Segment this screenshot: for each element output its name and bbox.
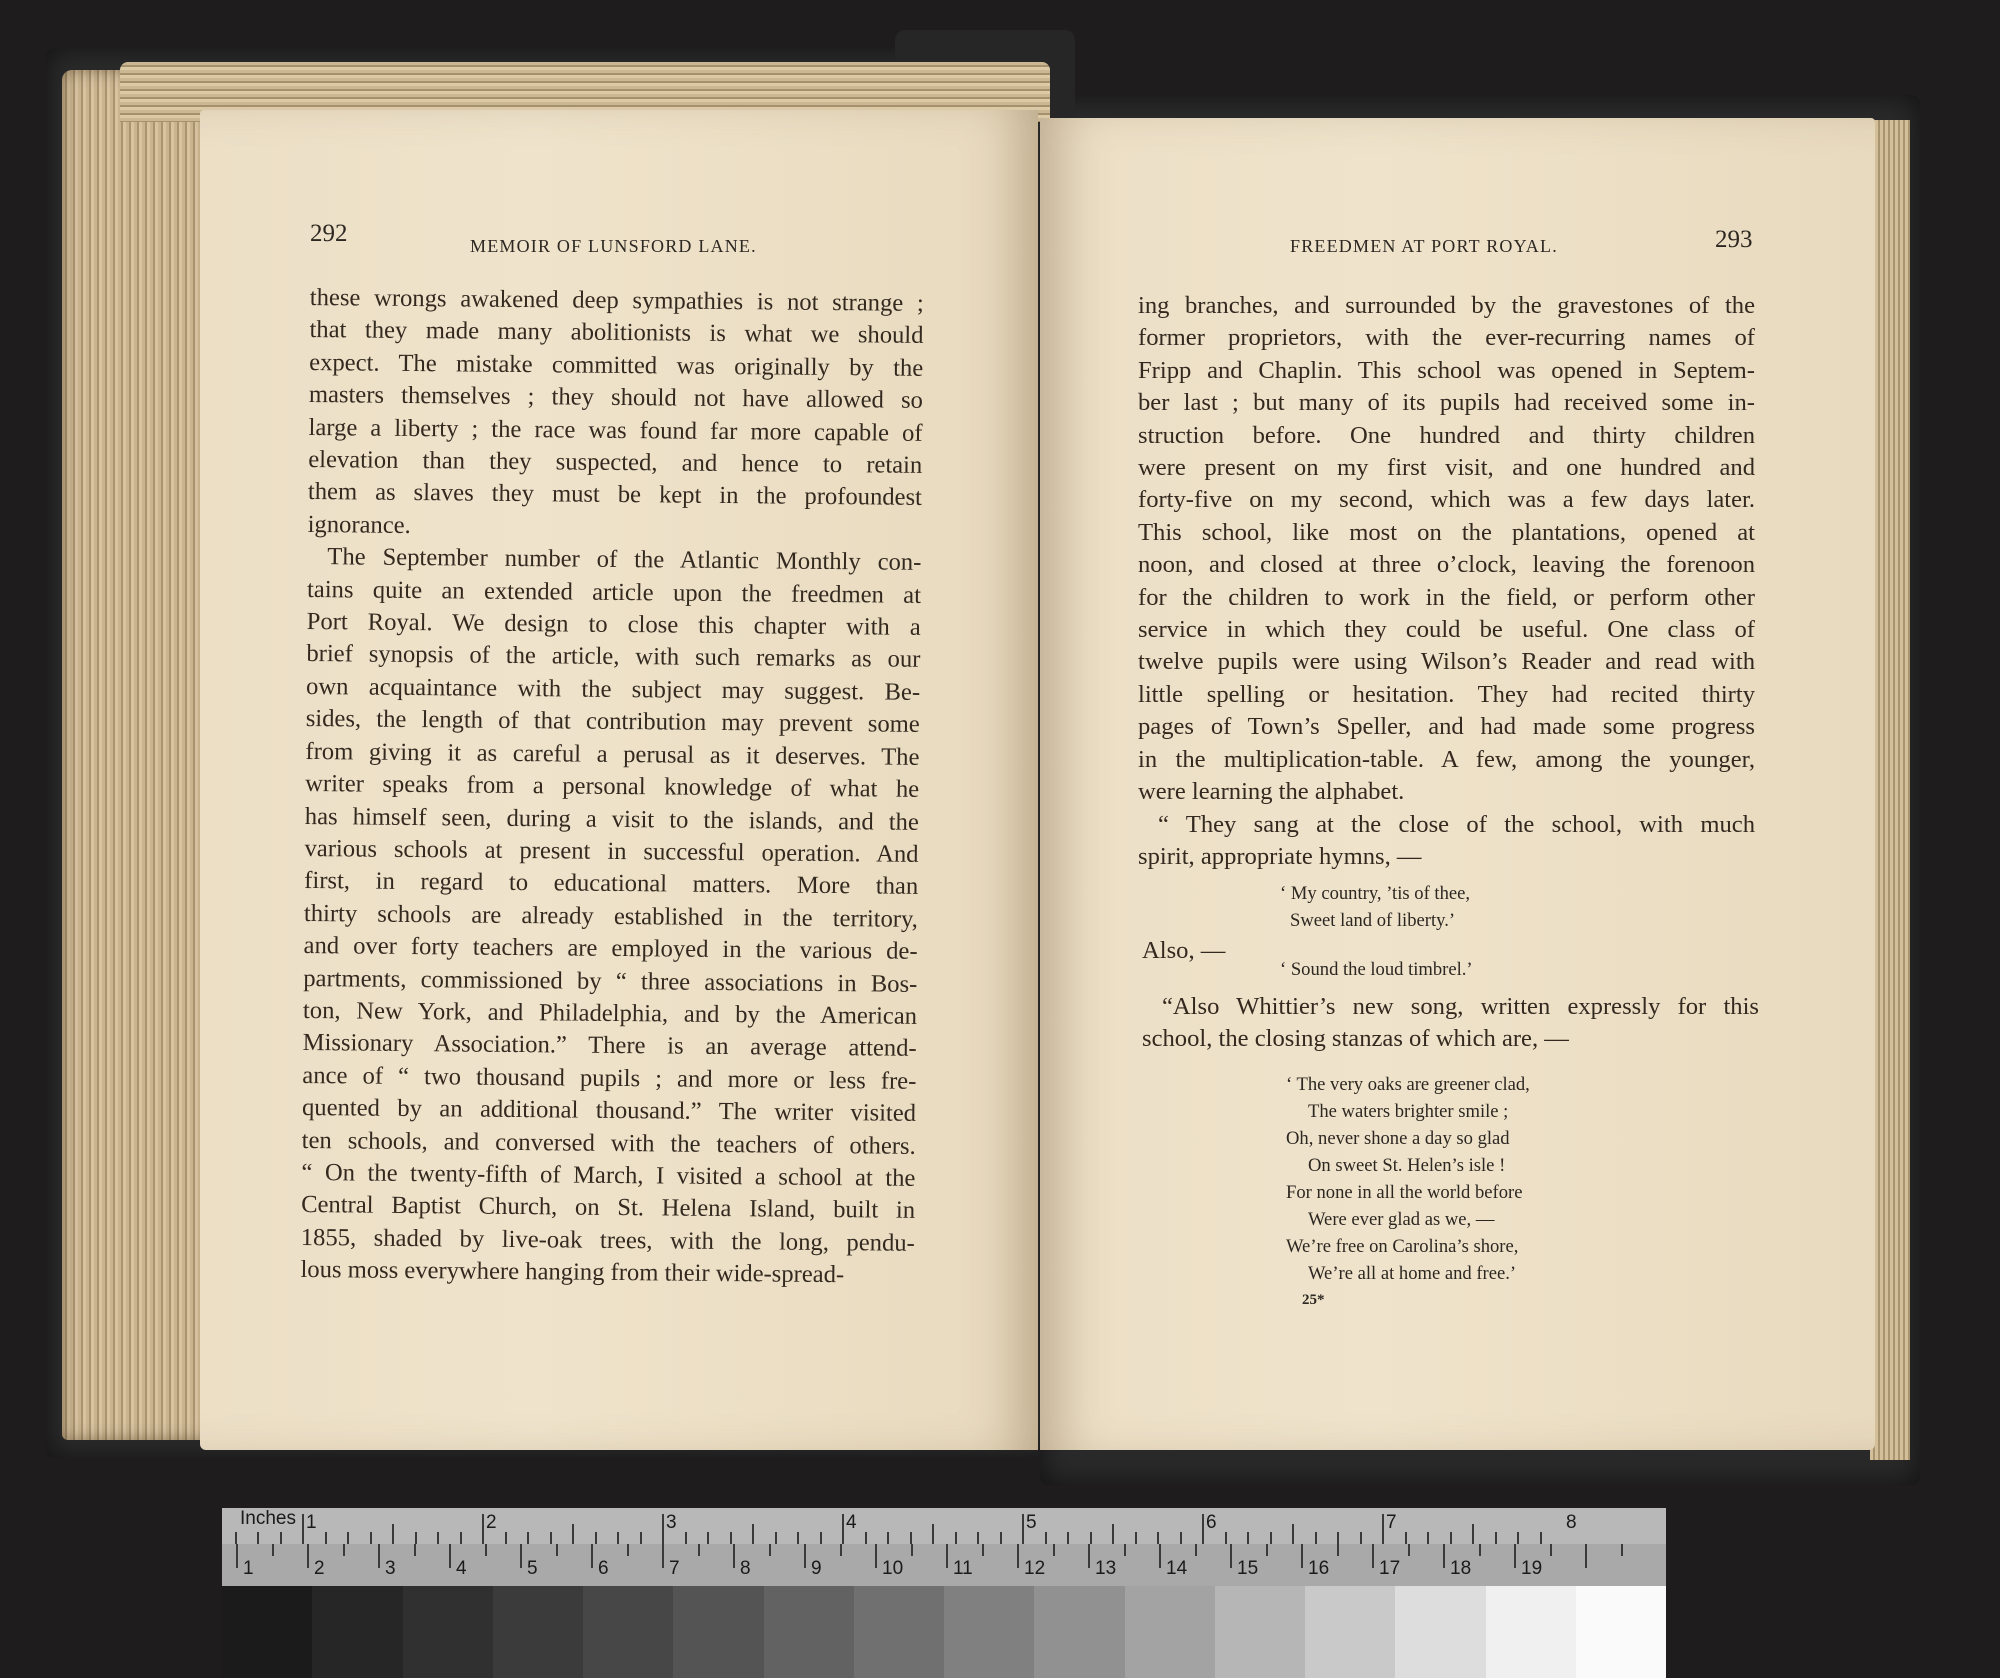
text-line: “ On the twenty-fifth of March, I visited a school at the <box>301 1158 916 1192</box>
ruler-tick <box>1266 1544 1268 1556</box>
ruler-cm-number: 1 <box>243 1558 254 1579</box>
ruler-tick <box>1517 1532 1519 1544</box>
ruler-inch-number: 2 <box>486 1512 497 1533</box>
verse-line: For none in all the world before <box>1286 1182 1523 1203</box>
ruler-tick <box>414 1544 416 1556</box>
ruler-cm-number: 8 <box>740 1558 751 1579</box>
text-line: noon, and closed at three o’clock, leaving the forenoon <box>1138 551 1755 579</box>
ruler-tick <box>982 1544 984 1556</box>
ruler-tick <box>1540 1532 1542 1544</box>
gray-patch <box>944 1586 1034 1678</box>
ruler-tick <box>1022 1514 1024 1544</box>
ruler-tick <box>1112 1524 1114 1544</box>
text-line: that they made many abolitionists is what we should <box>309 316 924 350</box>
ruler-tick <box>1443 1544 1445 1568</box>
ruler-tick <box>1337 1544 1339 1556</box>
text-line: Fripp and Chaplin. This school was opened in Septem- <box>1138 356 1755 384</box>
ruler-cm-number: 4 <box>456 1558 467 1579</box>
gray-patch <box>1305 1586 1395 1678</box>
ruler-tick <box>1159 1544 1161 1568</box>
ruler-tick <box>520 1544 522 1568</box>
ruler-tick <box>272 1544 274 1556</box>
ruler-tick <box>370 1532 372 1544</box>
ruler-tick <box>1124 1544 1126 1556</box>
text-line: 1855, shaded by live-oak trees, with the long, pendu- <box>300 1223 915 1257</box>
ruler-tick <box>1045 1532 1047 1544</box>
ruler-tick <box>640 1532 642 1544</box>
text-line: “Also Whittier’s new song, written expressly for this <box>1162 993 1759 1020</box>
ruler-tick <box>840 1544 842 1556</box>
ruler-tick <box>449 1544 451 1568</box>
ruler-inch-number: 1 <box>306 1512 317 1533</box>
verse-line: The waters brighter smile ; <box>1308 1101 1509 1122</box>
ruler-tick <box>556 1544 558 1556</box>
text-line: little spelling or hesitation. They had recited thirty <box>1138 680 1755 708</box>
ruler-tick <box>572 1524 574 1544</box>
ruler-tick <box>1550 1544 1552 1556</box>
ruler-tick <box>378 1544 380 1568</box>
whittier-paragraph <box>1142 991 1759 1056</box>
ruler-cm-number: 10 <box>882 1558 904 1579</box>
verse-timbrel: ‘ Sound the loud timbrel.’ <box>1280 959 1473 980</box>
ruler-tick <box>875 1544 877 1568</box>
text-line: in the multiplication-table. A few, among the younger, <box>1138 745 1755 773</box>
ruler-tick <box>257 1532 259 1544</box>
ruler-tick <box>804 1544 806 1568</box>
ruler-inches-scale <box>222 1508 1666 1544</box>
ruler-tick <box>1157 1532 1159 1544</box>
ruler-tick <box>1247 1532 1249 1544</box>
gray-patch <box>1125 1586 1215 1678</box>
scale-ruler <box>222 1508 1666 1678</box>
gray-patch <box>1576 1586 1666 1678</box>
text-line: ance of “ two thousand pupils ; and more or less fre- <box>302 1061 917 1095</box>
text-line: various schools at present in successful operation. And <box>304 834 919 868</box>
ruler-tick <box>733 1544 735 1568</box>
text-line: for the children to work in the field, or perform other <box>1138 583 1755 611</box>
text-line: ing branches, and surrounded by the gravestones of the <box>1138 292 1755 319</box>
ruler-inches-label: Inches <box>240 1508 296 1529</box>
text-line: former proprietors, with the ever-recurring names of <box>1138 324 1755 352</box>
ruler-tick <box>1495 1532 1497 1544</box>
ruler-tick <box>460 1532 462 1544</box>
text-line: tains quite an extended article upon the freedmen at <box>306 575 922 609</box>
ruler-tick <box>1450 1532 1452 1544</box>
verse-line: ‘ The very oaks are greener clad, <box>1286 1074 1530 1095</box>
ruler-cm-number: 18 <box>1450 1558 1472 1579</box>
ruler-tick <box>1180 1532 1182 1544</box>
text-line: Missionary Association.” There is an average attend- <box>302 1029 917 1063</box>
text-line: forty-five on my second, which was a few days later. <box>1138 486 1755 514</box>
right-page-number: 293 <box>1715 226 1753 253</box>
text-line: own acquaintance with the subject may suggest. Be- <box>305 672 921 706</box>
ruler-tick <box>1621 1544 1623 1556</box>
verse-line: ‘ My country, ’tis of thee, <box>1280 883 1471 904</box>
ruler-tick <box>1053 1544 1055 1556</box>
ruler-tick <box>343 1544 345 1556</box>
right-running-head: FREEDMEN AT PORT ROYAL. <box>1290 236 1558 256</box>
text-line: first, in regard to educational matters. More than <box>304 867 919 901</box>
text-line: The September number of the Atlantic Monthly con- <box>327 543 922 577</box>
text-line: Port Royal. We design to close this chapter with a <box>306 608 921 641</box>
ruler-inch-number: 8 <box>1566 1512 1577 1533</box>
ruler-tick <box>820 1532 822 1544</box>
gray-scale-target <box>222 1586 1666 1678</box>
ruler-tick <box>730 1532 732 1544</box>
ruler-cm-number: 11 <box>953 1558 973 1579</box>
left-page <box>200 110 1038 1450</box>
ruler-tick <box>591 1544 593 1568</box>
ruler-cm-number: 15 <box>1237 1558 1259 1579</box>
text-line: elevation than they suspected, and hence to retain <box>308 446 923 479</box>
ruler-tick <box>1405 1532 1407 1544</box>
right-page-text <box>1138 290 1755 873</box>
gray-patch <box>1486 1586 1576 1678</box>
ruler-tick <box>662 1514 664 1544</box>
ruler-cm-number: 16 <box>1308 1558 1330 1579</box>
ruler-tick <box>1382 1514 1384 1544</box>
text-line: ber last ; but many of its pupils had received some in- <box>1138 389 1755 417</box>
ruler-tick <box>769 1544 771 1556</box>
verse-line: We’re all at home and free.’ <box>1308 1263 1517 1284</box>
text-line: has himself seen, during a visit to the islands, and the <box>304 802 919 836</box>
ruler-tick <box>887 1532 889 1544</box>
ruler-tick <box>437 1532 439 1544</box>
ruler-cm-number: 12 <box>1024 1558 1046 1579</box>
text-line: “ They sang at the close of the school, with much <box>1158 810 1755 838</box>
ruler-tick <box>707 1532 709 1544</box>
ruler-tick <box>1000 1532 1002 1544</box>
ruler-tick <box>1292 1524 1294 1544</box>
text-line: were learning the alphabet. <box>1138 778 1405 806</box>
ruler-inch-number: 5 <box>1026 1512 1037 1533</box>
page-edges-left <box>62 70 212 1440</box>
ruler-tick <box>662 1544 664 1568</box>
ruler-tick <box>392 1524 394 1544</box>
ruler-tick <box>1067 1532 1069 1544</box>
text-line: twelve pupils were using Wilson’s Reader and read with <box>1138 648 1755 676</box>
left-running-head: MEMOIR OF LUNSFORD LANE. <box>470 236 757 256</box>
ruler-tick <box>946 1544 948 1568</box>
ruler-tick <box>1479 1544 1481 1556</box>
verse-line: We’re free on Carolina’s shore, <box>1286 1236 1519 1257</box>
gray-patch <box>673 1586 763 1678</box>
ruler-cm-number: 6 <box>598 1558 609 1579</box>
ruler-cm-number: 14 <box>1166 1558 1188 1579</box>
gray-patch <box>1395 1586 1485 1678</box>
text-line: ton, New York, and Philadelphia, and by the American <box>302 996 918 1030</box>
gray-patch <box>312 1586 402 1678</box>
ruler-inch-number: 3 <box>666 1512 677 1533</box>
ruler-tick <box>955 1532 957 1544</box>
ruler-tick <box>775 1532 777 1544</box>
gray-patch <box>583 1586 673 1678</box>
ruler-inch-number: 6 <box>1206 1512 1217 1533</box>
ruler-cm-number: 7 <box>669 1558 680 1579</box>
gray-patch <box>1215 1586 1305 1678</box>
ruler-tick <box>325 1532 327 1544</box>
ruler-tick <box>685 1532 687 1544</box>
ruler-tick <box>1514 1544 1516 1568</box>
gray-patch <box>854 1586 944 1678</box>
also-label: Also, — <box>1142 937 1226 964</box>
text-line: school, the closing stanzas of which are, — <box>1142 1025 1569 1053</box>
ruler-tick <box>1230 1544 1232 1568</box>
verse-my-country <box>1280 880 1470 934</box>
ruler-tick <box>865 1532 867 1544</box>
ruler-tick <box>1372 1544 1374 1568</box>
ruler-tick <box>1427 1532 1429 1544</box>
gray-patch <box>222 1586 312 1678</box>
ruler-cm-number: 2 <box>314 1558 325 1579</box>
text-line: brief synopsis of the article, with such remarks as our <box>306 640 921 674</box>
ruler-tick <box>302 1514 304 1544</box>
ruler-tick <box>1270 1532 1272 1544</box>
ruler-tick <box>527 1532 529 1544</box>
text-line: pages of Town’s Speller, and had made some progress <box>1138 713 1755 741</box>
ruler-tick <box>932 1524 934 1544</box>
ruler-tick <box>752 1524 754 1544</box>
ruler-cm-number: 17 <box>1379 1558 1401 1579</box>
ruler-tick <box>797 1532 799 1544</box>
text-line: service in which they could be useful. One class of <box>1138 616 1755 644</box>
ruler-tick <box>1408 1544 1410 1556</box>
ruler-tick <box>842 1514 844 1544</box>
ruler-tick <box>1135 1532 1137 1544</box>
text-line: writer speaks from a personal knowledge of what he <box>305 770 920 803</box>
text-line: ignorance. <box>307 510 411 539</box>
verse-line: Oh, never shone a day so glad <box>1286 1128 1510 1149</box>
verse-line: Sweet land of liberty.’ <box>1290 910 1456 931</box>
verse-line: On sweet St. Helen’s isle ! <box>1308 1155 1506 1176</box>
text-line: masters themselves ; they should not have allowed so <box>308 381 924 415</box>
whittier-stanzas <box>1286 1071 1530 1287</box>
ruler-cm-number: 3 <box>385 1558 396 1579</box>
ruler-tick <box>1360 1532 1362 1544</box>
ruler-inch-number: 4 <box>846 1512 857 1533</box>
ruler-tick <box>485 1544 487 1556</box>
ruler-tick <box>627 1544 629 1556</box>
ruler-tick <box>550 1532 552 1544</box>
ruler-tick <box>698 1544 700 1556</box>
gray-patch <box>403 1586 493 1678</box>
ruler-tick <box>617 1532 619 1544</box>
text-line: were present on my first visit, and one hundred and <box>1138 454 1755 482</box>
ruler-tick <box>235 1532 237 1544</box>
ruler-tick <box>307 1544 309 1568</box>
left-page-number: 292 <box>310 220 348 247</box>
text-line: spirit, appropriate hymns, — <box>1138 842 1422 870</box>
ruler-cm-number: 19 <box>1521 1558 1543 1579</box>
ruler-cm-scale <box>222 1544 1666 1586</box>
ruler-tick <box>1337 1532 1339 1544</box>
ruler-tick <box>347 1532 349 1544</box>
text-line: partments, commissioned by “ three associations in Bos- <box>303 964 918 998</box>
ruler-tick <box>977 1532 979 1544</box>
ruler-tick <box>911 1544 913 1556</box>
ruler-tick <box>482 1514 484 1544</box>
gray-patch <box>493 1586 583 1678</box>
ruler-tick <box>1017 1544 1019 1568</box>
ruler-tick <box>236 1544 238 1568</box>
verse-line: Were ever glad as we, — <box>1308 1209 1495 1230</box>
text-line: struction before. One hundred and thirty children <box>1138 421 1755 449</box>
text-line: lous moss everywhere hanging from their wide-spread- <box>300 1256 845 1289</box>
ruler-tick <box>1315 1532 1317 1544</box>
left-page-text <box>300 282 924 1292</box>
ruler-tick <box>1301 1544 1303 1568</box>
text-line: expect. The mistake committed was originally by the <box>309 348 924 382</box>
ruler-inch-number: 7 <box>1386 1512 1397 1533</box>
text-line: large a liberty ; the race was found far more capable of <box>308 413 923 447</box>
ruler-cm-number: 9 <box>811 1558 822 1579</box>
ruler-tick <box>1202 1514 1204 1544</box>
ruler-tick <box>505 1532 507 1544</box>
text-line: This school, like most on the plantations, opened at <box>1138 518 1755 546</box>
text-line: ten schools, and conversed with the teachers of others. <box>301 1126 916 1160</box>
ruler-tick <box>1225 1532 1227 1544</box>
ruler-tick <box>280 1532 282 1544</box>
gray-patch <box>1034 1586 1124 1678</box>
signature-mark: 25* <box>1302 1292 1325 1308</box>
ruler-tick <box>1088 1544 1090 1568</box>
ruler-tick <box>595 1532 597 1544</box>
ruler-cm-number: 13 <box>1095 1558 1117 1579</box>
text-line: Central Baptist Church, on St. Helena Island, built in <box>301 1191 916 1225</box>
text-line: sides, the length of that contribution may prevent some <box>305 705 920 739</box>
ruler-tick <box>415 1532 417 1544</box>
text-line: them as slaves they must be kept in the profoundest <box>307 478 923 512</box>
right-page <box>1040 118 1875 1450</box>
ruler-tick <box>1472 1524 1474 1544</box>
gray-patch <box>764 1586 854 1678</box>
ruler-tick <box>1090 1532 1092 1544</box>
page-edges-right <box>1870 120 1910 1460</box>
text-line: from giving it as careful a perusal as it deserves. The <box>305 737 920 771</box>
ruler-tick <box>1195 1544 1197 1556</box>
ruler-tick <box>1585 1544 1587 1568</box>
text-line: quented by an additional thousand.” The writer visited <box>301 1094 917 1128</box>
text-line: thirty schools are already established in the territory, <box>303 899 919 933</box>
ruler-tick <box>910 1532 912 1544</box>
ruler-cm-number: 5 <box>527 1558 538 1579</box>
text-line: and over forty teachers are employed in the various de- <box>303 932 918 965</box>
text-line: these wrongs awakened deep sympathies is not strange ; <box>309 283 924 317</box>
